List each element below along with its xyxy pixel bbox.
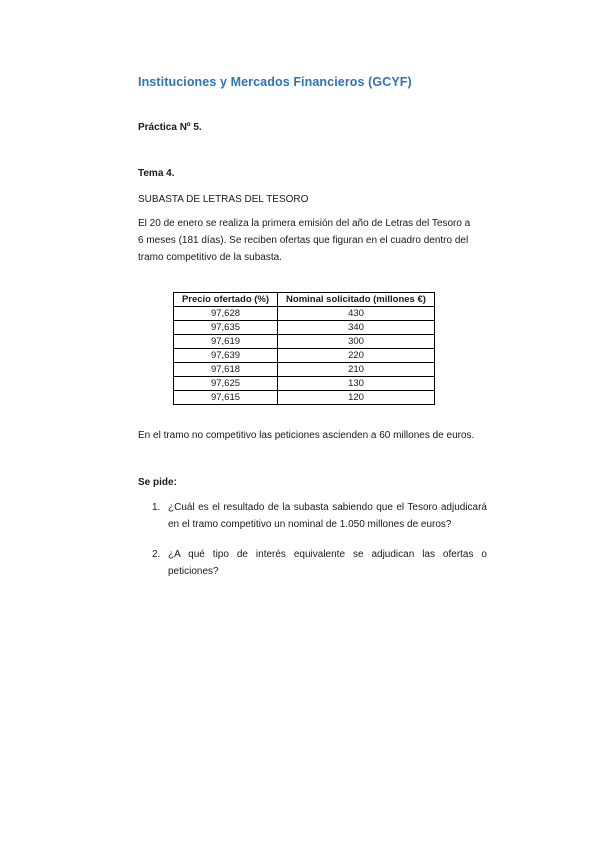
table-row bbox=[174, 349, 435, 363]
table-header-row bbox=[174, 293, 435, 307]
table-row bbox=[174, 363, 435, 377]
intro-paragraph: El 20 de enero se realiza la primera emisión del año de Letras del Tesoro a 6 meses (181 días). Se reciben ofertas que figuran en el cuadro dentro del tramo competitivo de la subasta. bbox=[138, 218, 471, 263]
table-row bbox=[174, 377, 435, 391]
nominal-cell: 120 bbox=[278, 391, 435, 405]
table-row bbox=[174, 391, 435, 405]
nominal-cell: 340 bbox=[278, 321, 435, 335]
table-row bbox=[174, 307, 435, 321]
nominal-cell: 220 bbox=[278, 349, 435, 363]
price-cell: 97,618 bbox=[174, 363, 278, 377]
se-pide-heading: Se pide: bbox=[138, 477, 177, 488]
question-text: ¿A qué tipo de interés equivalente se adjudican las ofertas o peticiones? bbox=[168, 549, 487, 577]
question-number: 2. bbox=[152, 549, 161, 560]
price-cell: 97,635 bbox=[174, 321, 278, 335]
bids-table bbox=[173, 292, 435, 405]
nominal-cell: 130 bbox=[278, 377, 435, 391]
price-cell: 97,639 bbox=[174, 349, 278, 363]
section-subtitle: SUBASTA DE LETRAS DEL TESORO bbox=[138, 194, 309, 205]
nominal-cell: 300 bbox=[278, 335, 435, 349]
question-text: ¿Cuál es el resultado de la subasta sabiendo que el Tesoro adjudicará en el tramo competitivo un nominal de 1.050 millones de euros? bbox=[168, 502, 487, 530]
price-cell: 97,625 bbox=[174, 377, 278, 391]
noncompetitive-paragraph: En el tramo no competitivo las peticiones ascienden a 60 millones de euros. bbox=[138, 430, 475, 441]
nominal-cell: 210 bbox=[278, 363, 435, 377]
nominal-cell: 430 bbox=[278, 307, 435, 321]
column-header-nominal: Nominal solicitado (millones €) bbox=[278, 293, 435, 307]
document-title: Instituciones y Mercados Financieros (GCYF) bbox=[138, 75, 412, 89]
price-cell: 97,615 bbox=[174, 391, 278, 405]
table-row bbox=[174, 321, 435, 335]
column-header-price: Precio ofertado (%) bbox=[174, 293, 278, 307]
table-row bbox=[174, 335, 435, 349]
question-number: 1. bbox=[152, 502, 161, 513]
practica-heading: Práctica Nº 5. bbox=[138, 122, 202, 133]
price-cell: 97,619 bbox=[174, 335, 278, 349]
tema-heading: Tema 4. bbox=[138, 168, 175, 179]
price-cell: 97,628 bbox=[174, 307, 278, 321]
